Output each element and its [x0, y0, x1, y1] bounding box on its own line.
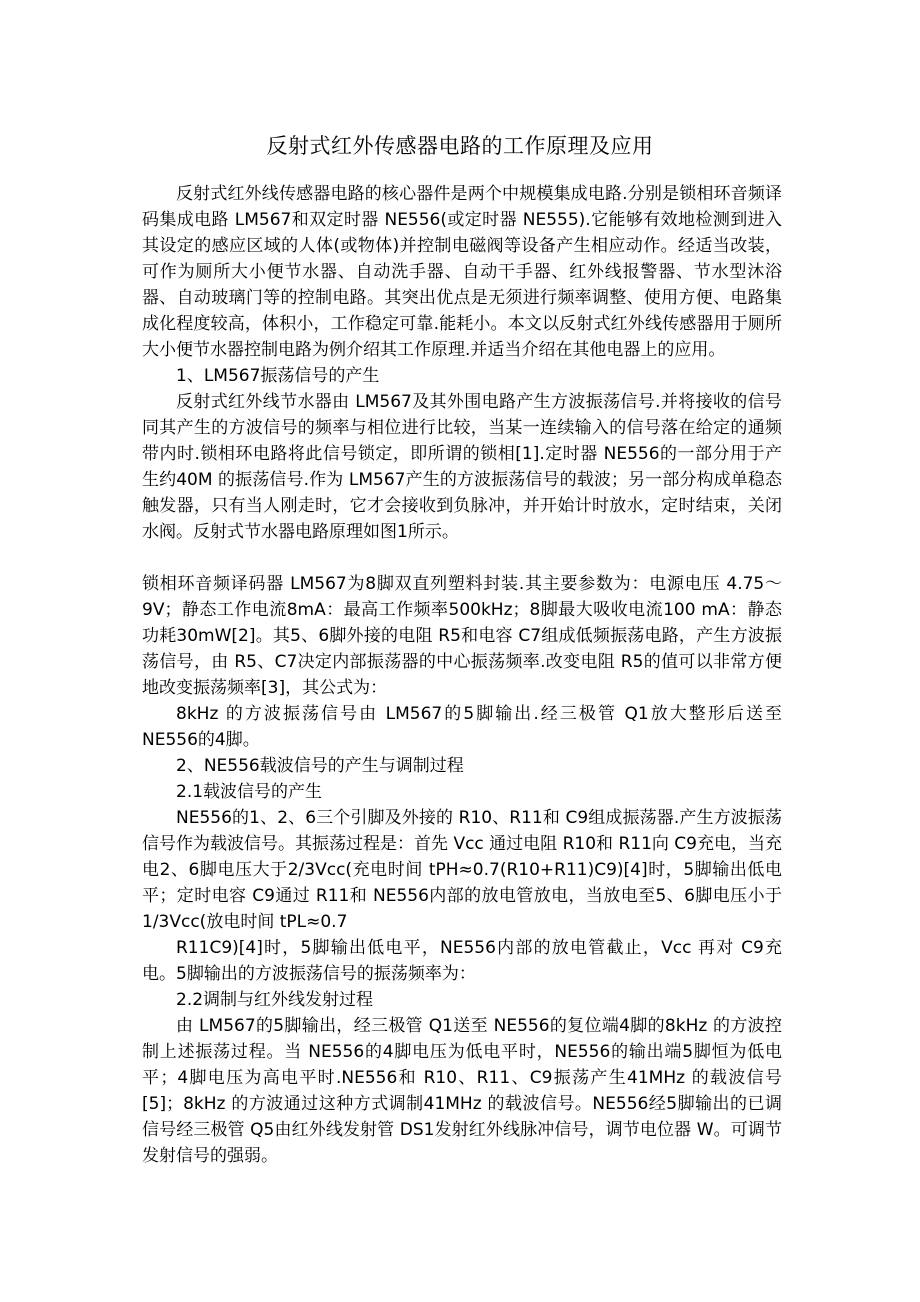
section-heading-2: 2、NE556载波信号的产生与调制过程: [176, 756, 464, 776]
subsection-heading-2-1: 2.1载波信号的产生: [176, 782, 323, 802]
subsection-heading-2-2: 2.2调制与红外线发射过程: [176, 990, 374, 1010]
paragraph-lm567-oscillation: 反射式红外线节水器由 LM567及其外围电路产生方波振荡信号.并将接收的信号同其产生的方波信号的频率与相位进行比较，当某一连续输入的信号落在给定的通频带内时.锁相环电路将此信号锁定，即所谓的锁相[1].定时器 NE556的一部分用于产生约40M 的振荡信号.作为 LM567产生的方波振荡信号的载波；另一部分构成单稳态触发器，只有当人刚走时，它才会接收到负脉冲，并开始计时放水，定时结束，关闭水阀。反射式节水器电路原理如图1所示。: [142, 392, 782, 542]
paragraph-lm567-params: 锁相环音频译码器 LM567为8脚双直列塑料封装.其主要参数为：电源电压 4.75～9V；静态工作电流8mA：最高工作频率500kHz；8脚最大吸收电流100 mA：静态功耗30mW[2]。其5、6脚外接的电阻 R5和电容 C7组成低频振荡电路，产生方波振荡信号，由 R5、C7决定内部振荡器的中心振荡频率.改变电阻 R5的值可以非常方便地改变振荡频率[3]，其公式为：: [142, 574, 782, 698]
blank-line: [142, 545, 782, 571]
paragraph-oscillation-frequency: R11C9)[4]时，5脚输出低电平，NE556内部的放电管截止，Vcc 再对 C9充电。5脚输出的方波振荡信号的振荡频率为：: [142, 938, 782, 984]
document-title: 反射式红外传感器电路的工作原理及应用: [266, 134, 654, 158]
section-heading-1: 1、LM567振荡信号的产生: [176, 366, 380, 386]
paragraph-ne556-oscillator: NE556的1、2、6三个引脚及外接的 R10、R11和 C9组成振荡器.产生方波振荡信号作为载波信号。其振荡过程是：首先 Vcc 通过电阻 R10和 R11向 C9充电，当充电2、6脚电压大于2/3Vcc(充电时间 tPH≈0.7(R10+R11)C9)[4]时，5脚输出低电平；定时电容 C9通过 R11和 NE556内部的放电管放电，当放电至5、6脚电压小于1/3Vcc(放电时间 tPL≈0.7: [142, 808, 782, 932]
paragraph-intro: 反射式红外线传感器电路的核心器件是两个中规模集成电路.分别是锁相环音频译码集成电路 LM567和双定时器 NE556(或定时器 NE555).它能够有效地检测到进入其设定的感应区域的人体(或物体)并控制电磁阀等设备产生相应动作。经适当改装，可作为厕所大小便节水器、自动洗手器、自动干手器、红外线报警器、节水型沐浴器、自动玻璃门等的控制电路。其突出优点是无须进行频率调整、使用方便、电路集成化程度较高，体积小，工作稳定可靠.能耗小。本文以反射式红外线传感器用于厕所大小便节水器控制电路为例介绍其工作原理.并适当介绍在其他电器上的应用。: [142, 184, 782, 360]
paragraph-8khz-output: 8kHz 的方波振荡信号由 LM567的5脚输出.经三极管 Q1放大整形后送至 NE556的4脚。: [142, 704, 782, 750]
document-body: [142, 181, 782, 1169]
paragraph-modulation: 由 LM567的5脚输出，经三极管 Q1送至 NE556的复位端4脚的8kHz 的方波控制上述振荡过程。当 NE556的4脚电压为低电平时，NE556的输出端5脚恒为低电平；4脚电压为高电平时.NE556和 R10、R11、C9振荡产生41MHz 的载波信号[5]；8kHz 的方波通过这种方式调制41MHz 的载波信号。NE556经5脚输出的已调信号经三极管 Q5由红外线发射管 DS1发射红外线脉冲信号，调节电位器 W。可调节发射信号的强弱。: [142, 1016, 782, 1166]
